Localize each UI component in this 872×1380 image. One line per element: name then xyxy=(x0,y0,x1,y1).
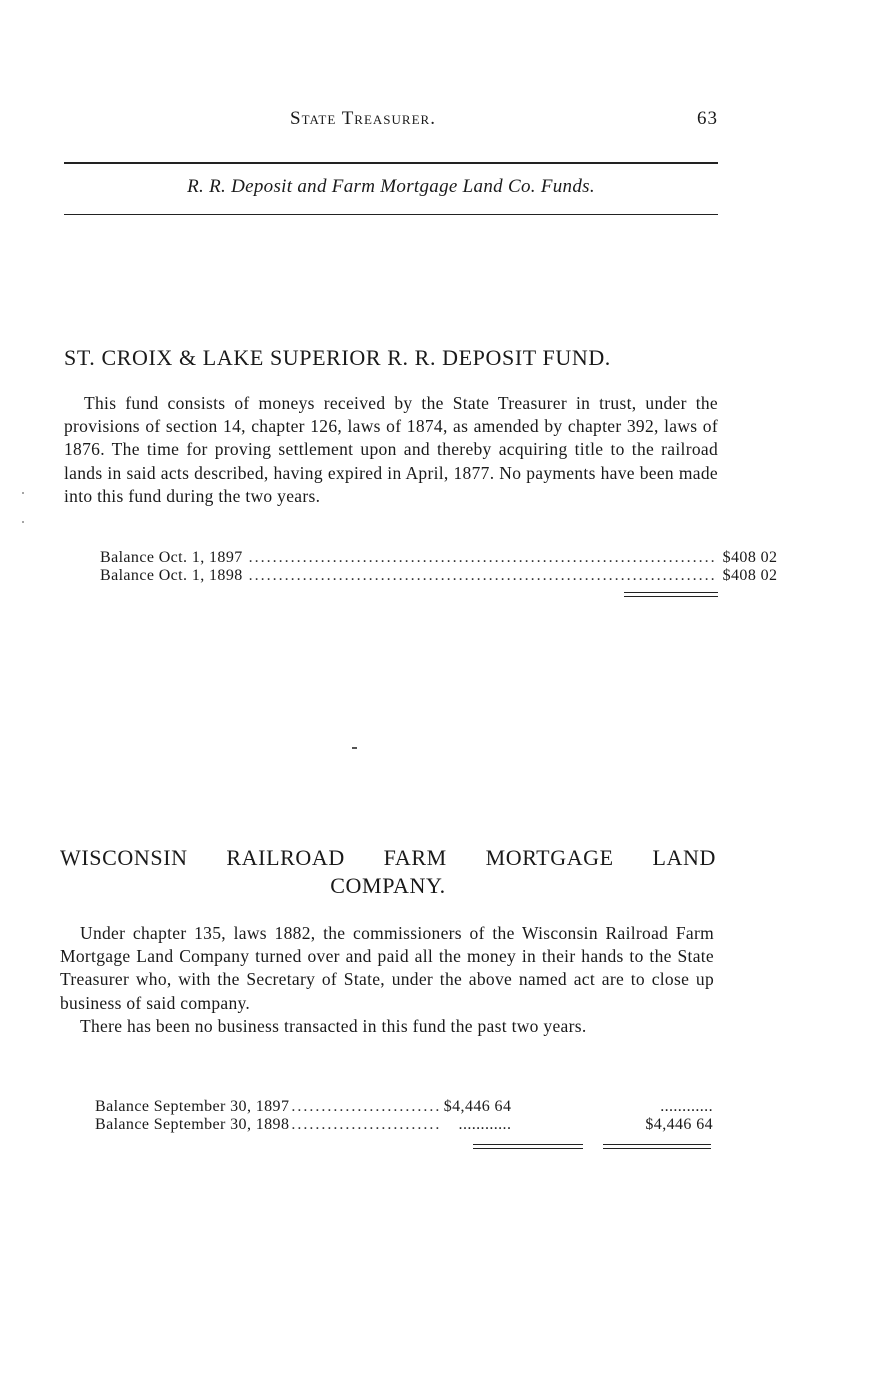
section-paragraph-st-croix xyxy=(64,392,718,508)
paragraph-text: Under chapter 135, laws 1882, the commissioners of the Wisconsin Railroad Farm Mortgage Land Company turned over and paid all the money in their hands to the State Treasurer who, with the Secretary of State, under the above named act are to close up business of said company. xyxy=(60,923,714,1013)
ledger-amount: $408 02 xyxy=(722,567,778,584)
ledger-row xyxy=(100,567,778,585)
section-paragraph-wisconsin xyxy=(60,922,714,1038)
ledger-row xyxy=(95,1098,713,1116)
ledger-amount: $408 02 xyxy=(722,549,778,566)
ledger-label: Balance September 30, 1897 xyxy=(95,1098,290,1115)
paragraph-text: This fund consists of moneys received by the State Treasurer in trust, under the provisions of section 14, chapter 126, laws of 1874, as amended by chapter 392, laws of 1876. The time for proving settlement upon and thereby acquiring title to the railroad lands in said acts described, having expired in April, 1877. No payments have been made into this fund during the two years. xyxy=(64,393,718,506)
speck xyxy=(22,521,24,523)
double-rule-col2 xyxy=(603,1144,711,1149)
ledger-label: Balance September 30, 1898 xyxy=(95,1116,290,1133)
leader-dots: .............................................................................. xyxy=(248,567,717,584)
section-heading-wisconsin: WISCONSIN RAILROAD FARM MORTGAGE LAND xyxy=(60,845,716,870)
ledger-row xyxy=(95,1116,713,1134)
ledger-col1: ............ xyxy=(458,1116,512,1133)
ledger-st-croix xyxy=(100,549,778,585)
running-head-title: State Treasurer. xyxy=(290,108,436,129)
section-heading-st-croix: ST. CROIX & LAKE SUPERIOR R. R. DEPOSIT FUND. xyxy=(64,345,611,370)
double-rule-col1 xyxy=(473,1144,583,1149)
section-subhead: R. R. Deposit and Farm Mortgage Land Co. Funds. xyxy=(187,176,595,197)
leader-dots: .............................................................................. xyxy=(248,549,717,566)
leader-dots: ......................... xyxy=(291,1116,442,1133)
ledger-label: Balance Oct. 1, 1898 xyxy=(100,567,243,584)
paragraph-text: There has been no business transacted in this fund the past two years. xyxy=(80,1015,587,1036)
ledger-col1: $4,446 64 xyxy=(443,1098,512,1115)
ledger-col2: ............ xyxy=(660,1098,713,1115)
running-head xyxy=(62,108,718,130)
speck xyxy=(22,492,24,494)
double-rule-total xyxy=(624,592,718,597)
ledger-label: Balance Oct. 1, 1897 xyxy=(100,549,243,566)
speck xyxy=(352,747,357,749)
page-number: 63 xyxy=(697,108,718,129)
subhead-rule xyxy=(64,214,718,215)
leader-dots: ......................... xyxy=(291,1098,442,1115)
top-rule xyxy=(64,162,718,164)
ledger-row xyxy=(100,549,778,567)
ledger-col2: $4,446 64 xyxy=(645,1116,713,1133)
section-heading-wisconsin-cont: COMPANY. xyxy=(330,873,446,898)
ledger-wisconsin xyxy=(95,1098,713,1134)
